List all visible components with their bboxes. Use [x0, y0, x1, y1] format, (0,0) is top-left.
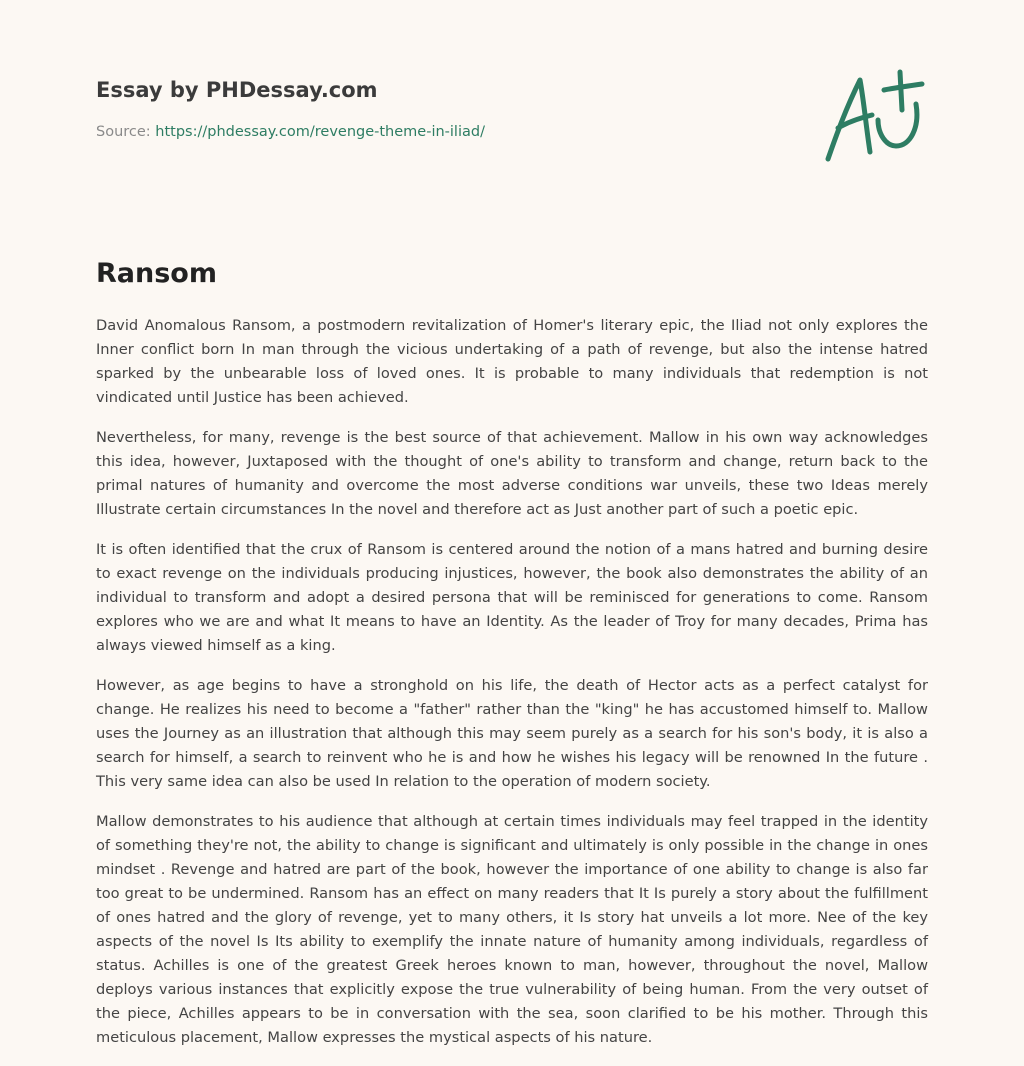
source-label: Source:	[96, 124, 151, 140]
essay-body	[96, 314, 928, 1066]
a-plus-grade-icon	[822, 66, 926, 166]
essay-paragraph: David Anomalous Ransom, a postmodern revitalization of Homer's literary epic, the Iliad not only explores the Inner conflict born In man through the vicious undertaking of a path of revenge, but also the intense hatred sparked by the unbearable loss of loved ones. It is probable to many individuals that redemption is not vindicated until Justice has been achieved.	[96, 317, 928, 406]
essay-paragraph: Nevertheless, for many, revenge is the best source of that achievement. Mallow in his own way acknowledges this idea, however, Juxtaposed with the thought of one's ability to transform and change, return back to the primal natures of humanity and overcome the most adverse conditions war unveils, these two Ideas merely Illustrate certain circumstances In the novel and therefore act as Just another part of such a poetic epic.	[96, 429, 928, 518]
essay-title: Ransom	[96, 258, 217, 289]
essay-paragraph: It is often identified that the crux of Ransom is centered around the notion of a mans hatred and burning desire to exact revenge on the individuals producing injustices, however, the book also demonstrates the ability of an individual to transform and adopt a desired persona that will be reminisced for generations to come. Ransom explores who we are and what It means to have an Identity. As the leader of Troy for many decades, Prima has always viewed himself as a king.	[96, 541, 928, 654]
source-link[interactable]: https://phdessay.com/revenge-theme-in-iliad/	[155, 124, 485, 140]
page-header	[96, 76, 928, 142]
source-line	[96, 122, 928, 142]
essay-paragraph: However, as age begins to have a stronghold on his life, the death of Hector acts as a perfect catalyst for change. He realizes his need to become a "father" rather than the "king" he has accustomed himself to. Mallow uses the Journey as an illustration that although this may seem purely as a search for his son's body, it is also a search for himself, a search to reinvent who he is and how he wishes his legacy will be renowned In the future . This very same idea can also be used In relation to the operation of modern society.	[96, 677, 928, 790]
site-title: Essay by PHDessay.com	[96, 78, 378, 102]
essay-paragraph: Mallow demonstrates to his audience that although at certain times individuals may feel trapped in the identity of something they're not, the ability to change is significant and ultimately is only possible in the change in ones mindset . Revenge and hatred are part of the book, however the importance of one ability to change is also far too great to be undermined. Ransom has an effect on many readers that It Is purely a story about the fulfillment of ones hatred and the glory of revenge, yet to many others, it Is story hat unveils a lot more. Nee of the key aspects of the novel Is Its ability to exemplify the innate nature of humanity among individuals, regardless of status. Achilles is one of the greatest Greek heroes known to man, however, throughout the novel, Mallow deploys various instances that explicitly expose the true vulnerability of being human. From the very outset of the piece, Achilles appears to be in conversation with the sea, soon clarified to be his mother. Through this meticulous placement, Mallow expresses the mystical aspects of his nature.	[96, 813, 928, 1046]
